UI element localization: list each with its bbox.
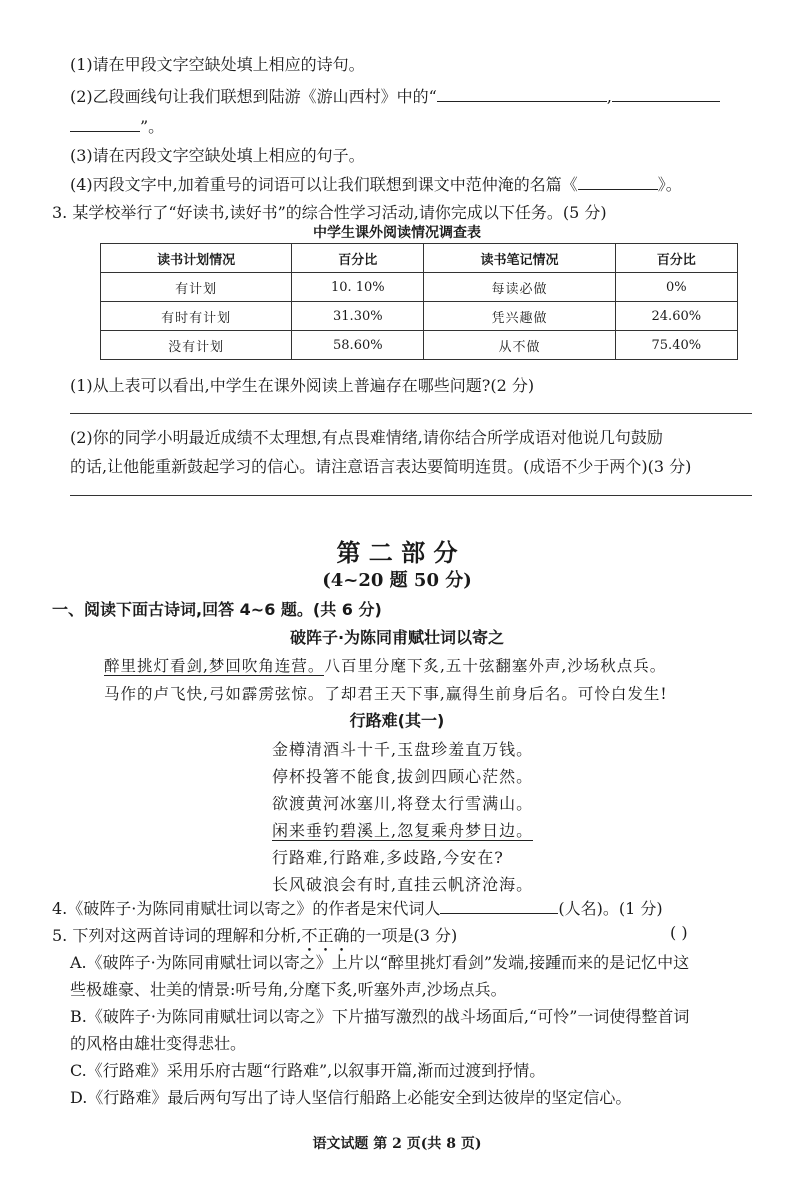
table-cell: 有时有计划 bbox=[101, 302, 292, 331]
q2-item-4: (4)丙段文字中,加着重号的词语可以让我们联想到课文中范仲淹的名篇《 》。 bbox=[70, 175, 682, 194]
answer-blank[interactable] bbox=[437, 87, 607, 102]
table-cell: 有计划 bbox=[101, 273, 292, 302]
answer-paren[interactable]: ( ) bbox=[670, 923, 688, 942]
answer-blank[interactable] bbox=[440, 899, 558, 914]
poem2-underlined: 闲来垂钓碧溪上,忽复乘舟梦日边。 bbox=[272, 821, 534, 840]
poem2-line: 行路难,行路难,多歧路,今安在? bbox=[272, 848, 504, 867]
answer-blank[interactable] bbox=[612, 87, 720, 102]
table-header: 读书计划情况 bbox=[101, 244, 292, 273]
q3-sub2-line2: 的话,让他能重新鼓起学习的信心。请注意语言表达要简明连贯。(成语不少于两个)(3 分) bbox=[70, 457, 692, 476]
table-row bbox=[101, 302, 738, 331]
option-a-line2: 些极雄豪、壮美的情景:听号角,分麾下炙,听塞外声,沙场点兵。 bbox=[70, 980, 507, 999]
poem2-line: 长风破浪会有时,直挂云帆济沧海。 bbox=[272, 875, 534, 894]
table-cell: 0% bbox=[615, 273, 737, 302]
option-b-line1: B.《破阵子·为陈同甫赋壮词以寄之》下片描写激烈的战斗场面后,“可怜”一词使得整首词 bbox=[70, 1007, 690, 1026]
table-cell: 没有计划 bbox=[101, 331, 292, 360]
q5-stem: 5. 下列对这两首诗词的理解和分析,不正确的一项是(3 分) bbox=[52, 926, 458, 945]
section-heading: 一、阅读下面古诗词,回答 4~6 题。(共 6 分) bbox=[52, 600, 382, 619]
poem1-title: 破阵子·为陈同甫赋壮词以寄之 bbox=[289, 628, 505, 647]
table-title: 中学生课外阅读情况调查表 bbox=[313, 225, 481, 241]
table-cell: 每读必做 bbox=[424, 273, 615, 302]
poem2-line: 金樽清酒斗十千,玉盘珍羞直万钱。 bbox=[272, 740, 534, 759]
poem2-line: 欲渡黄河冰塞川,将登太行雪满山。 bbox=[272, 794, 534, 813]
table-header-row bbox=[101, 244, 738, 273]
q2-item-1: (1)请在甲段文字空缺处填上相应的诗句。 bbox=[70, 55, 365, 74]
part-subtitle: (4~20 题 50 分) bbox=[322, 570, 472, 591]
table-row bbox=[101, 331, 738, 360]
q4: 4.《破阵子·为陈同甫赋壮词以寄之》的作者是宋代词人 (人名)。(1 分) bbox=[52, 899, 663, 918]
page-footer: 语文试题 第 2 页(共 8 页) bbox=[312, 1136, 482, 1152]
answer-line[interactable] bbox=[70, 495, 752, 496]
survey-table bbox=[100, 243, 738, 360]
poem2-line: 停杯投箸不能食,拔剑四顾心茫然。 bbox=[272, 767, 534, 786]
table-cell: 31.30% bbox=[292, 302, 424, 331]
table-header: 读书笔记情况 bbox=[424, 244, 615, 273]
answer-blank[interactable] bbox=[578, 175, 658, 190]
option-c: C.《行路难》采用乐府古题“行路难”,以叙事开篇,渐而过渡到抒情。 bbox=[70, 1061, 546, 1080]
poem2-line bbox=[272, 818, 533, 841]
answer-line[interactable] bbox=[70, 413, 752, 414]
table-cell: 凭兴趣做 bbox=[424, 302, 615, 331]
poem2-title: 行路难(其一) bbox=[349, 711, 445, 730]
table-row bbox=[101, 273, 738, 302]
poem1-underlined: 醉里挑灯看剑,梦回吹角连营。 bbox=[104, 657, 325, 675]
emphasis-text bbox=[301, 926, 349, 945]
answer-blank[interactable] bbox=[70, 117, 140, 132]
option-d: D.《行路难》最后两句写出了诗人坚信行船路上必能安全到达彼岸的坚定信心。 bbox=[70, 1088, 632, 1107]
q2-item-2-text: (2)乙段画线句让我们联想到陆游《游山西村》中的“ bbox=[70, 87, 437, 106]
q3-sub1: (1)从上表可以看出,中学生在课外阅读上普遍存在哪些问题?(2 分) bbox=[70, 376, 535, 395]
table-cell: 从不做 bbox=[424, 331, 615, 360]
emphasis-char: 正 bbox=[317, 926, 334, 945]
poem1-line2: 马作的卢飞快,弓如霹雳弦惊。了却君王天下事,赢得生前身后名。可怜白发生! bbox=[104, 685, 668, 703]
q2-item-2: (2)乙段画线句让我们联想到陆游《游山西村》中的“ , bbox=[70, 84, 720, 107]
q3-stem: 3. 某学校举行了“好读书,读好书”的综合性学习活动,请你完成以下任务。(5 分) bbox=[52, 203, 607, 222]
option-a-line1: A.《破阵子·为陈同甫赋壮词以寄之》上片以“醉里挑灯看剑”发端,接踵而来的是记忆中这 bbox=[70, 953, 690, 972]
table-cell: 75.40% bbox=[615, 331, 737, 360]
q3-sub2-line1: (2)你的同学小明最近成绩不太理想,有点畏难情绪,请你结合所学成语对他说几句鼓励 bbox=[70, 428, 663, 447]
poem1-line1: 醉里挑灯看剑,梦回吹角连营。八百里分麾下炙,五十弦翻塞外声,沙场秋点兵。 bbox=[104, 657, 667, 675]
table-header: 百分比 bbox=[292, 244, 424, 273]
table-header: 百分比 bbox=[615, 244, 737, 273]
table-cell: 58.60% bbox=[292, 331, 424, 360]
option-b-line2: 的风格由雄壮变得悲壮。 bbox=[70, 1034, 247, 1053]
table-cell: 24.60% bbox=[615, 302, 737, 331]
table-cell: 10. 10% bbox=[292, 273, 424, 302]
emphasis-char: 不 bbox=[301, 926, 318, 945]
q2-item-3: (3)请在丙段文字空缺处填上相应的句子。 bbox=[70, 146, 365, 165]
emphasis-char: 确 bbox=[333, 926, 350, 945]
part-title: 第 二 部 分 bbox=[336, 539, 458, 567]
q2-item-2-cont: ”。 bbox=[70, 114, 164, 137]
